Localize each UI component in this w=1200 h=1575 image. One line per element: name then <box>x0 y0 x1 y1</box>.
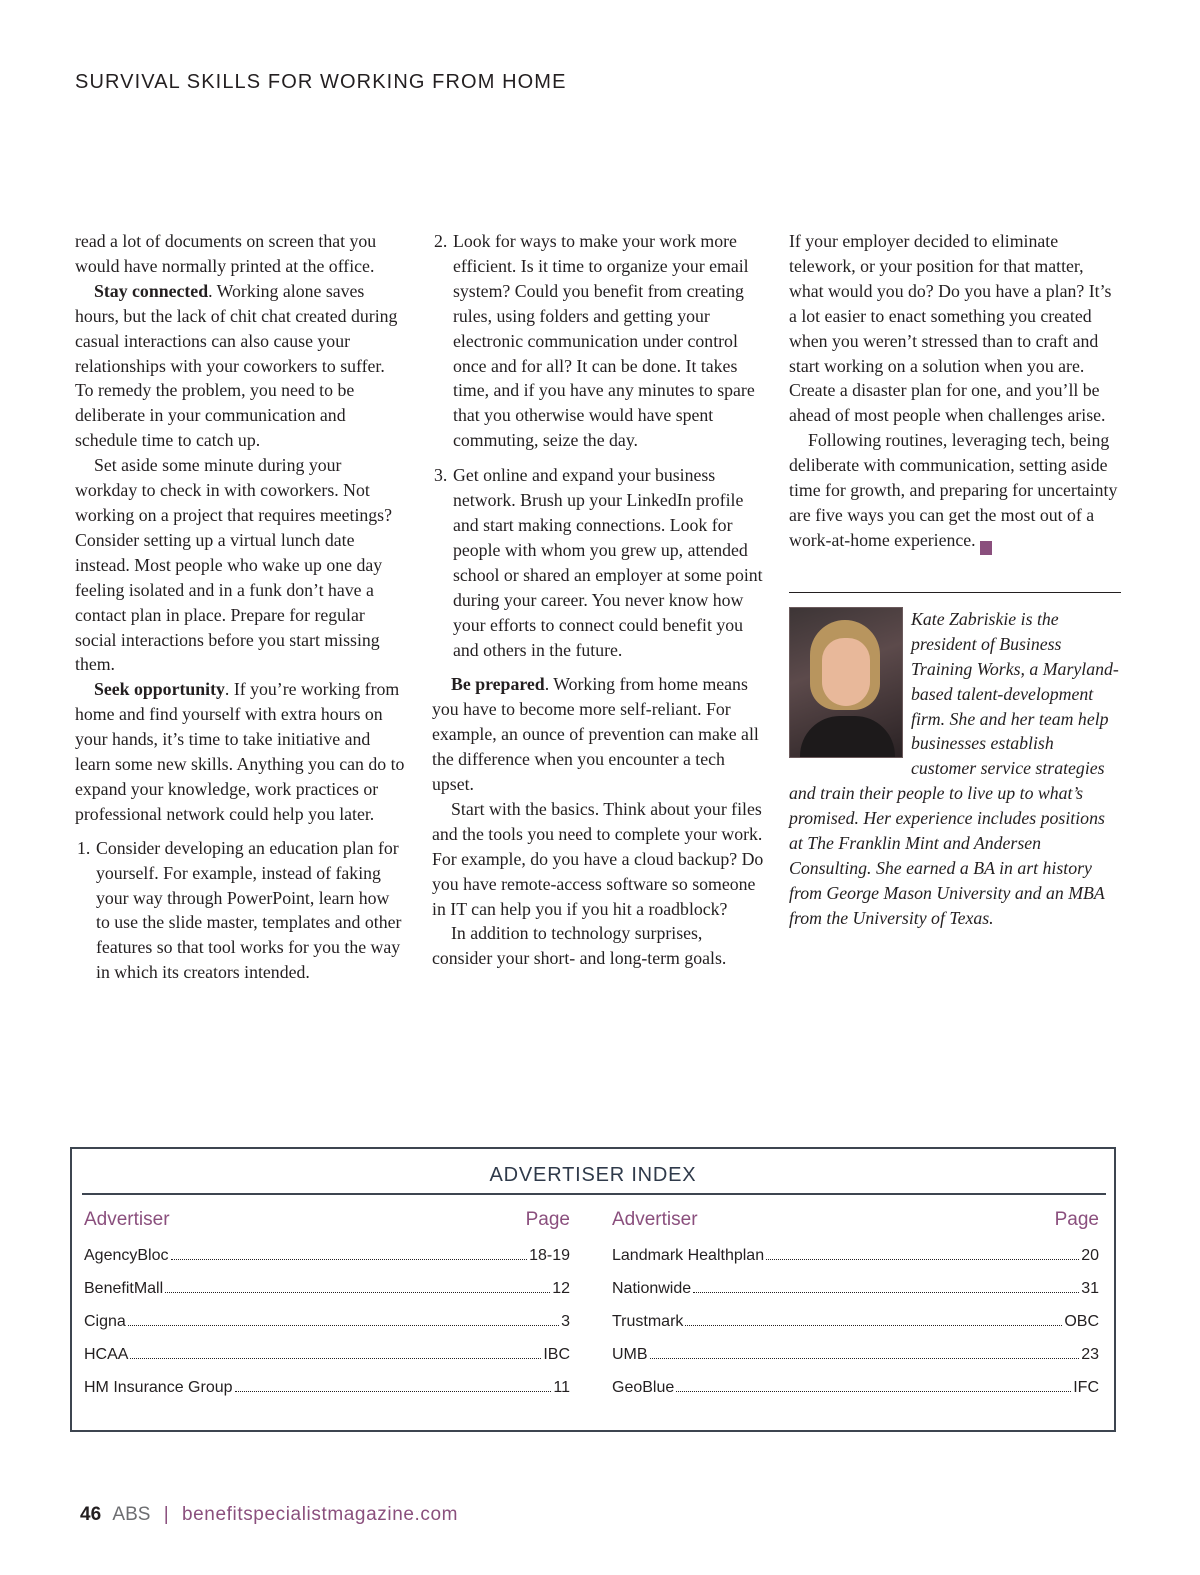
article-column-1 <box>75 229 407 985</box>
numbered-list <box>432 229 765 662</box>
advertiser-row <box>612 1313 1099 1346</box>
paragraph-text: . Working from home means you have to become more self-reliant. For example, an ounce of prevention can make all the difference when you encounter a tech upset. <box>432 674 759 795</box>
advertiser-row <box>84 1346 570 1379</box>
advertiser-index-box <box>70 1147 1116 1432</box>
paragraph-conclusion <box>789 428 1121 555</box>
advertiser-index-right-column <box>612 1209 1099 1412</box>
advertiser-page: 20 <box>1081 1247 1099 1264</box>
list-item-text: Get online and expand your business network. Brush up your LinkedIn profile and start making connections. Look for people with whom you grew up, attended school or shared an employer at some point during your career. You never know how your efforts to connect could benefit you and others in the future. <box>453 465 763 660</box>
advertiser-page: IFC <box>1073 1379 1099 1396</box>
paragraph-text: . Working alone saves hours, but the lack of chit chat created during casual interactions can also cause your relationships with your coworkers to suffer. To remedy the problem, you need to be deliberate in your communication and schedule time to catch up. <box>75 280 398 451</box>
advertiser-row <box>612 1379 1099 1412</box>
advertiser-name: Trustmark <box>612 1313 684 1330</box>
paragraph: Start with the basics. Think about your files and the tools you need to complete your work. For example, do you have a cloud backup? Do you have remote-access software so someone in IT can help you if you hit a roadblock? <box>432 798 764 919</box>
paragraph: If your employer decided to eliminate telework, or your position for that matter, what would you do? Do you have a plan? It’s a lot easier to enact something you created when you weren’t stressed than to craft and start working on a solution when you are. Create a disaster plan for one, and you’ll be ahead of most people when challenges arise. <box>789 231 1112 426</box>
advertiser-row <box>84 1280 570 1313</box>
advertiser-index-title: ADVERTISER INDEX <box>489 1164 697 1186</box>
advertiser-page: IBC <box>543 1346 570 1363</box>
article-column-2 <box>432 229 765 971</box>
list-item <box>432 229 765 453</box>
subhead-be-prepared: Be prepared <box>451 674 545 695</box>
abs-end-mark-icon: ABS <box>980 541 992 555</box>
advertiser-name: GeoBlue <box>612 1379 675 1396</box>
advertiser-row <box>612 1280 1099 1313</box>
section-header: SURVIVAL SKILLS FOR WORKING FROM HOME <box>75 71 567 93</box>
author-photo <box>789 607 903 758</box>
paragraph-be-prepared <box>432 672 765 797</box>
column-header-advertiser: Advertiser <box>84 1209 170 1230</box>
advertiser-name: AgencyBloc <box>84 1247 169 1264</box>
paragraph-text: Following routines, leveraging tech, being deliberate with communication, setting aside time for growth, and preparing for uncertainty are five ways you can get the most out of a work-at-home experience. <box>789 430 1118 550</box>
list-number: 3. <box>434 465 448 486</box>
advertiser-page: 12 <box>552 1280 570 1297</box>
advertiser-name: Landmark Healthplan <box>612 1247 765 1264</box>
advertiser-page: 18-19 <box>529 1247 570 1264</box>
advertiser-page: OBC <box>1064 1313 1099 1330</box>
magazine-name: ABS <box>112 1504 151 1525</box>
divider <box>789 592 1121 593</box>
advertiser-index-header <box>84 1209 570 1237</box>
advertiser-name: Nationwide <box>612 1280 692 1297</box>
advertiser-name: Cigna <box>84 1313 126 1330</box>
footer-separator: | <box>163 1504 169 1525</box>
advertiser-row <box>612 1247 1099 1280</box>
advertiser-index-left-column <box>84 1209 570 1412</box>
advertiser-name: HCAA <box>84 1346 129 1363</box>
list-item <box>432 463 765 662</box>
list-item-text: Look for ways to make your work more efficient. Is it time to organize your email system? Could you benefit from creating rules, using folders and getting your electronic communication under control once and for all? It can be done. It takes time, and if you have any minutes to spare that you otherwise would have spent commuting, seize the day. <box>453 231 755 451</box>
advertiser-name: BenefitMall <box>84 1280 164 1297</box>
article-column-3 <box>789 229 1121 931</box>
list-item-text: Consider developing an education plan for yourself. For example, instead of faking your way through PowerPoint, learn how to use the slide master, templates and other features so that tool works for you the way in which its creators intended. <box>96 837 402 983</box>
paragraph: read a lot of documents on screen that you would have normally printed at the office. <box>75 231 377 276</box>
subhead-stay-connected: Stay connected <box>94 280 209 301</box>
paragraph: In addition to technology surprises, consider your short- and long-term goals. <box>432 923 727 969</box>
divider <box>82 1193 1106 1195</box>
advertiser-row <box>612 1346 1099 1379</box>
page-number: 46 <box>80 1504 102 1525</box>
advertiser-row <box>84 1379 570 1412</box>
list-item <box>75 836 407 985</box>
paragraph: Set aside some minute during your workday to check in with coworkers. Not working on a project that requires meetings? Consider setting up a virtual lunch date instead. Most people who wake up one day feeling isolated and in a funk don’t have a contact plan in place. Prepare for regular social interactions before you start missing them. <box>75 455 392 675</box>
advertiser-name: UMB <box>612 1346 648 1363</box>
advertiser-row <box>84 1313 570 1346</box>
advertiser-index-header <box>612 1209 1099 1237</box>
column-header-page: Page <box>1054 1209 1099 1230</box>
numbered-list <box>75 836 407 985</box>
author-bio-text: Kate Zabriskie is the president of Business Training Works, a Maryland-based talent-development firm. She and her team help businesses establish customer service strategies and train their people to live up to what’s promised. Her experience includes positions at The Franklin Mint and Andersen Consulting. She earned a BA in art history from George Mason University and an MBA from the University of Texas. <box>789 608 1119 928</box>
advertiser-page: 31 <box>1081 1280 1099 1297</box>
advertiser-page: 23 <box>1081 1346 1099 1363</box>
author-bio <box>789 607 1121 931</box>
list-number: 1. <box>77 837 91 858</box>
advertiser-row <box>84 1247 570 1280</box>
paragraph-seek-opportunity <box>75 677 407 826</box>
paragraph-text: . If you’re working from home and find yourself with extra hours on your hands, it’s time to take initiative and learn some new skills. Anything you can do to expand your knowledge, work practices or professional network could help you later. <box>75 679 405 824</box>
column-header-advertiser: Advertiser <box>612 1209 698 1230</box>
advertiser-page: 3 <box>561 1313 570 1330</box>
subhead-seek-opportunity: Seek opportunity <box>94 679 225 700</box>
advertiser-name: HM Insurance Group <box>84 1379 233 1396</box>
advertiser-page: 11 <box>553 1379 570 1396</box>
magazine-url-link[interactable]: benefitspecialistmagazine.com <box>181 1504 459 1525</box>
list-number: 2. <box>434 231 448 251</box>
paragraph-stay-connected <box>75 279 407 453</box>
page-footer <box>80 1504 458 1526</box>
column-header-page: Page <box>525 1209 570 1230</box>
